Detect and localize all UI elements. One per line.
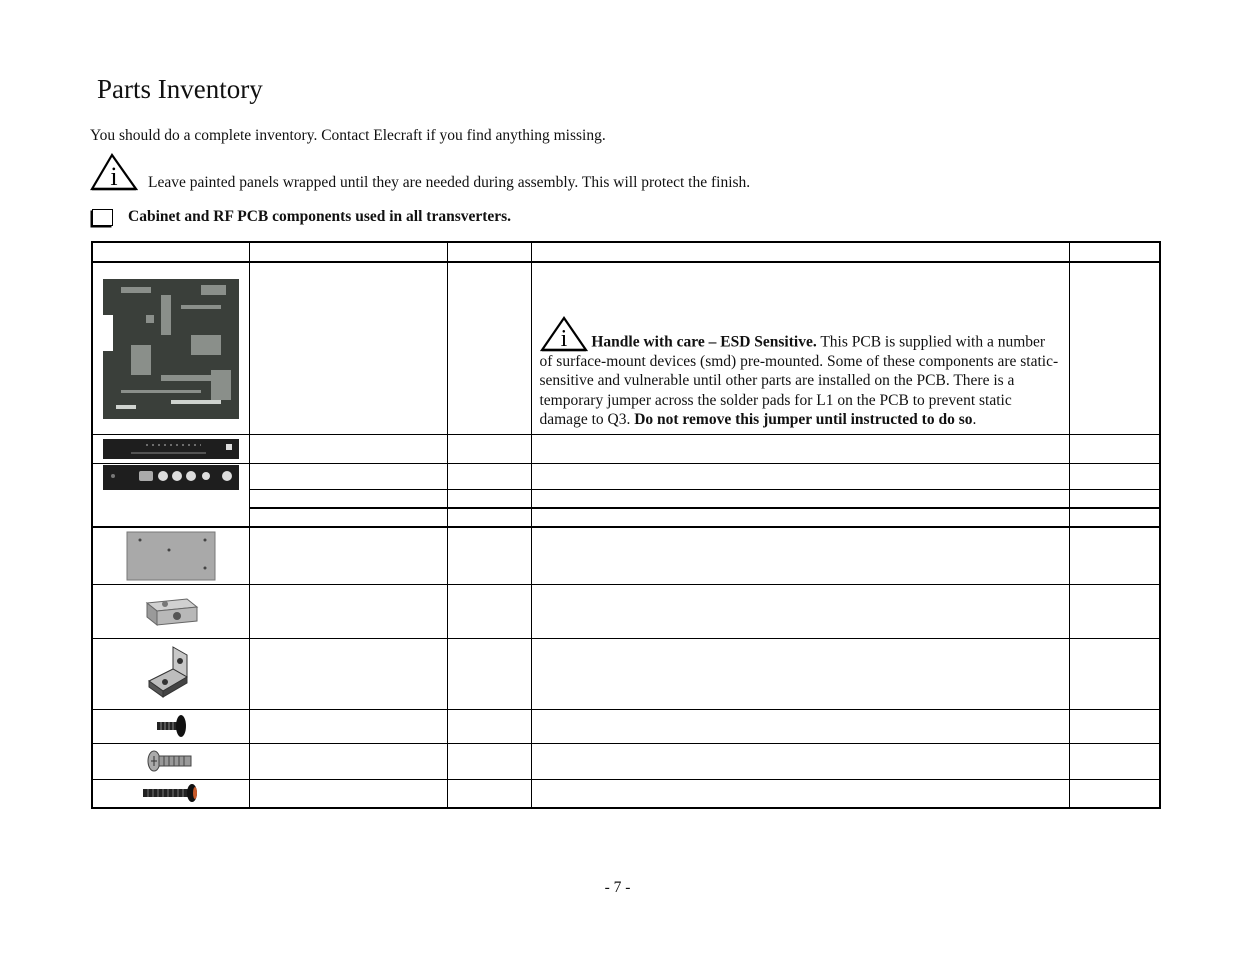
standoff-block-image	[92, 584, 249, 638]
svg-text:i: i	[560, 325, 567, 352]
checkbox-icon[interactable]	[92, 209, 113, 226]
table-row	[92, 527, 1160, 584]
pcb-image	[92, 262, 249, 434]
bottom-plate-image	[92, 527, 249, 584]
intro-text: You should do a complete inventory. Contact Elecraft if you find anything missing.	[90, 127, 606, 144]
note-line	[90, 153, 750, 191]
page-title: Parts Inventory	[97, 74, 263, 104]
table-row	[92, 262, 1160, 434]
parts-table	[91, 241, 1161, 809]
table-row	[92, 638, 1160, 709]
info-warning-icon	[90, 153, 138, 191]
table-row	[92, 463, 1160, 489]
section-checkbox-line	[90, 208, 511, 226]
pcb-image-graphic	[101, 275, 241, 421]
esd-warning-tail: Do not remove this jumper until instructed to do so	[634, 411, 973, 428]
page-number: - 7 -	[604, 879, 631, 896]
table-row	[92, 489, 1160, 508]
front-panel-image	[92, 434, 249, 463]
esd-warning-lead: Handle with care – ESD Sensitive.	[591, 333, 817, 350]
svg-text:i: i	[110, 162, 118, 191]
phillips-screw-image	[92, 743, 249, 779]
table-header-row	[92, 242, 1160, 262]
section-heading: Cabinet and RF PCB components used in all transverters.	[128, 208, 512, 225]
note-text: Leave painted panels wrapped until they are needed during assembly. This will protect the finish.	[148, 174, 751, 191]
long-screw-image	[92, 779, 249, 808]
table-row	[92, 779, 1160, 808]
pan-head-screw-image	[92, 709, 249, 743]
table-row	[92, 434, 1160, 463]
rear-panel-image	[92, 463, 249, 527]
info-warning-icon	[540, 316, 588, 352]
angle-bracket-image	[92, 638, 249, 709]
table-row	[92, 743, 1160, 779]
table-row	[92, 508, 1160, 527]
table-row	[92, 709, 1160, 743]
esd-warning-body: This PCB is supplied with a number of surface-mount devices (smd) pre-mounted. Some of these components are static-sensitive and vulnerable until other parts are installed on the PCB. There is a temporary jumper across the solder pads for L1 on the PCB to prevent static damage to Q3.	[539, 333, 1059, 428]
table-row	[92, 584, 1160, 638]
esd-warning-cell: i Handle with care – ESD Sensitive. This PCB is supplied with a number of surface-mount devices (smd) pre-mounted. Some of these components are static-sensitive and vulnerable until other parts are installed on the PCB. There is a temporary jumper across the solder pads for L1 on the PCB to prevent static damage to Q3. Do not remove this jumper until instructed to do so.	[531, 262, 1069, 434]
